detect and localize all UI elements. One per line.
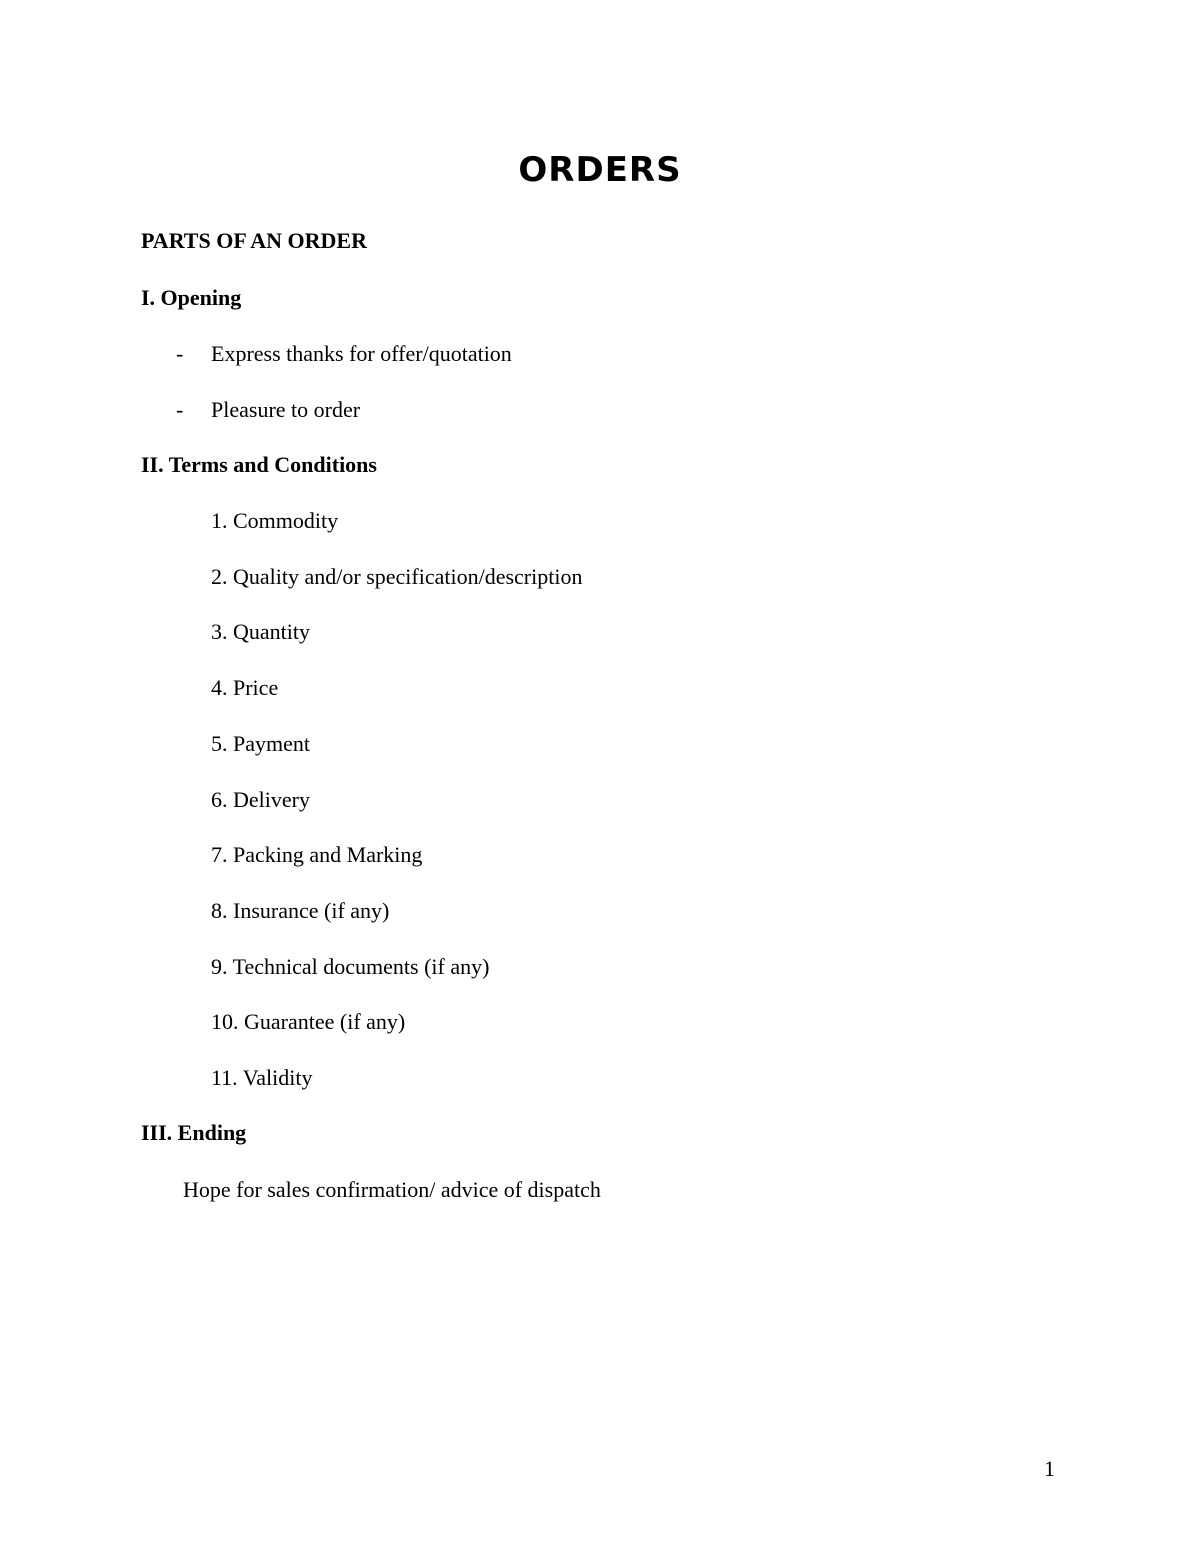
section-subtitle: PARTS OF AN ORDER [141, 228, 367, 253]
opening-heading: I. Opening [141, 285, 242, 310]
list-item: 6. Delivery [211, 787, 310, 812]
page-title: ORDERS [518, 150, 682, 190]
list-item: 3. Quantity [211, 619, 310, 644]
ending-heading: III. Ending [141, 1120, 247, 1145]
list-item: Pleasure to order [211, 397, 361, 422]
list-item: 4. Price [211, 675, 279, 700]
list-item: 9. Technical documents (if any) [211, 954, 490, 979]
list-item: 1. Commodity [211, 508, 339, 533]
bullet-dash: - [176, 397, 184, 422]
terms-heading: II. Terms and Conditions [141, 452, 377, 477]
list-item: 11. Validity [211, 1065, 313, 1090]
list-item: Express thanks for offer/quotation [211, 341, 512, 366]
list-item: 2. Quality and/or specification/description [211, 564, 583, 589]
ending-text: Hope for sales confirmation/ advice of dispatch [183, 1177, 601, 1202]
list-item: 5. Payment [211, 731, 310, 756]
page-number: 1 [1044, 1456, 1055, 1481]
list-item: 8. Insurance (if any) [211, 898, 390, 923]
list-item: 7. Packing and Marking [211, 842, 423, 867]
list-item: 10. Guarantee (if any) [211, 1009, 406, 1034]
bullet-dash: - [176, 341, 184, 366]
